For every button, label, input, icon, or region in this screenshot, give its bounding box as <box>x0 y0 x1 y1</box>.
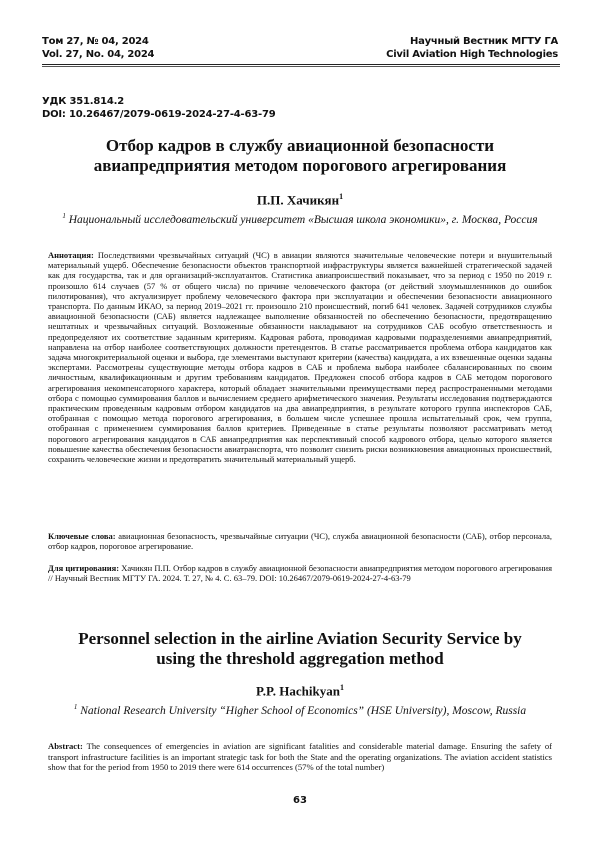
header-rule-thin <box>42 66 560 67</box>
header-rule <box>42 64 560 65</box>
affiliation-text-en: National Research University “Higher School of Economics” (HSE University), Moscow, Russia <box>80 704 527 717</box>
udc-code: УДК 351.814.2 <box>42 96 124 107</box>
journal-name-ru: Научный Вестник МГТУ ГА <box>410 36 558 47</box>
journal-name-header <box>386 35 558 61</box>
article-title-ru: Отбор кадров в службу авиационной безопасности авиапредприятия методом порогового агрегирования <box>93 136 507 175</box>
journal-name-en: Civil Aviation High Technologies <box>386 49 558 60</box>
abstract-text-en: The consequences of emergencies in aviation are significant fatalities and considerable material damage. Ensuring the safety of transport infrastructure facilities is an important strategic task for both the State and the operating organizations. The aviation accident statistics show that for the period from 1950 to 2019 there were 614 occurrences (57% of the total number) <box>48 741 552 772</box>
author-en <box>60 683 540 699</box>
author-affil-mark-ru: 1 <box>339 192 344 201</box>
journal-volume-header <box>42 35 154 61</box>
abstract-en <box>48 741 552 773</box>
author-name-en: P.P. Hachikyan <box>256 683 340 699</box>
citation-ru <box>48 563 552 583</box>
article-title-en: Personnel selection in the airline Aviation Security Service by using the threshold aggregation method <box>78 629 522 668</box>
author-name-ru: П.П. Хачикян <box>256 192 340 208</box>
keywords-text-ru: авиационная безопасность, чрезвычайные ситуации (ЧС), служба авиационной безопасности (САБ), отбор персонала, отбор кадров, пороговое агрегирование. <box>48 531 553 552</box>
affil-mark-en: 1 <box>73 703 78 711</box>
volume-ru: Том 27, № 04, 2024 <box>42 36 149 47</box>
affiliation-text-ru: Национальный исследовательский университет «Высшая школа экономики», г. Москва, Россия <box>68 213 538 226</box>
citation-label-ru: Для цитирования: <box>48 563 120 573</box>
volume-en: Vol. 27, No. 04, 2024 <box>42 49 155 60</box>
doi[interactable]: DOI: 10.26467/2079-0619-2024-27-4-63-79 <box>42 109 276 120</box>
abstract-label-ru: Аннотация: <box>48 250 94 260</box>
affiliation-en <box>60 700 540 718</box>
abstract-text-ru: Последствиями чрезвычайных ситуаций (ЧС) в авиации являются значительные человеческие потери и внушительный материальный ущерб. Обеспечение безопасности объектов транспортной инфраструктуры является важнейшей стратегической задачей как для государства, так и для организаций-эксплуатантов. Статистика авиапроисшествий показывает, что за период с 1950 по 2019 г. произошло 614 случаев (57 % от общего числа) по причине человеческого фактора (от действий злоумышленников до ошибок пилотирования), что актуализирует проблему человеческого фактора при эксплуатации и обеспечении безопасности авиационного транспорта. По данным ИКАО, за период 2019–2021 гг. произошло 210 происшествий, погиб 641 человек. Задачей сотрудников службы авиационной безопасности (САБ) является надлежащее выполнение обязанностей по обеспечению безопасности, предотвращению нештатных и чрезвычайных ситуаций. Возложенные обязанности накладывают на сотрудников САБ особую ответственность и предопределяют их соответствие заданным критериям. Кадровая работа, проводимая кадровыми подразделениями авиапредприятий, направлена на отбор наиболее соответствующих должности претендентов. В статье рассматривается проблема отбора кандидатов как задача многокритериальной оценки и выбора, где элементами выступают критерии (качества) кандидата, а их взвешенные оценки заданы экспертами. Рассмотрены существующие методы отбора кадров в САБ и проблема выбора наиболее сбалансированных по своим личностным, квалификационным и другим требованиям кандидатов. Предложен способ отбора кадров в САБ методом порогового агрегирования некомпенсаторного характера, который обладает значительными преимуществами перед распространенными методами отбора с помощью суммирования баллов и вычислением среднего арифметического значения. Результаты исследования подтверждаются практическим проведенным кадровым отбором кандидатов на два авиапредприятия, в результате которого группа инспекторов САБ, отобранная с помощью метода порогового агрегирования, в большем числе успешнее прошла испытательный срок, чем группа, отобранная с применением суммирования баллов критериев. Приведенные в статье результаты позволяют рассматривать метод порогового агрегирования кандидатов в САБ авиапредприятия как перспективный способ кадрового отбора, целью которого является повышение качества обеспечения безопасности авиатранспорта, что позволит снизить риски возникновения авиационных происшествий, сохранить человеческие жизни и предотвратить значительный материальный ущерб. <box>48 250 552 465</box>
abstract-label-en: Abstract: <box>48 741 83 751</box>
keywords-label-ru: Ключевые слова: <box>48 531 116 541</box>
author-affil-mark-en: 1 <box>339 683 344 692</box>
page-number: 63 <box>293 795 307 806</box>
article-identifiers <box>42 95 275 121</box>
author-ru <box>60 192 540 208</box>
affiliation-ru <box>60 209 540 227</box>
affil-mark-ru: 1 <box>62 212 66 220</box>
abstract-ru <box>48 250 552 464</box>
citation-text-ru: Хачикян П.П. Отбор кадров в службу авиационной безопасности авиапредприятия методом порогового агрегирования // Научный Вестник МГТУ ГА. 2024. Т. 27, № 4. С. 63–79. DOI: 10.26467/2079-0619-2024-27-4-63-79 <box>48 563 552 584</box>
keywords-ru <box>48 531 552 551</box>
